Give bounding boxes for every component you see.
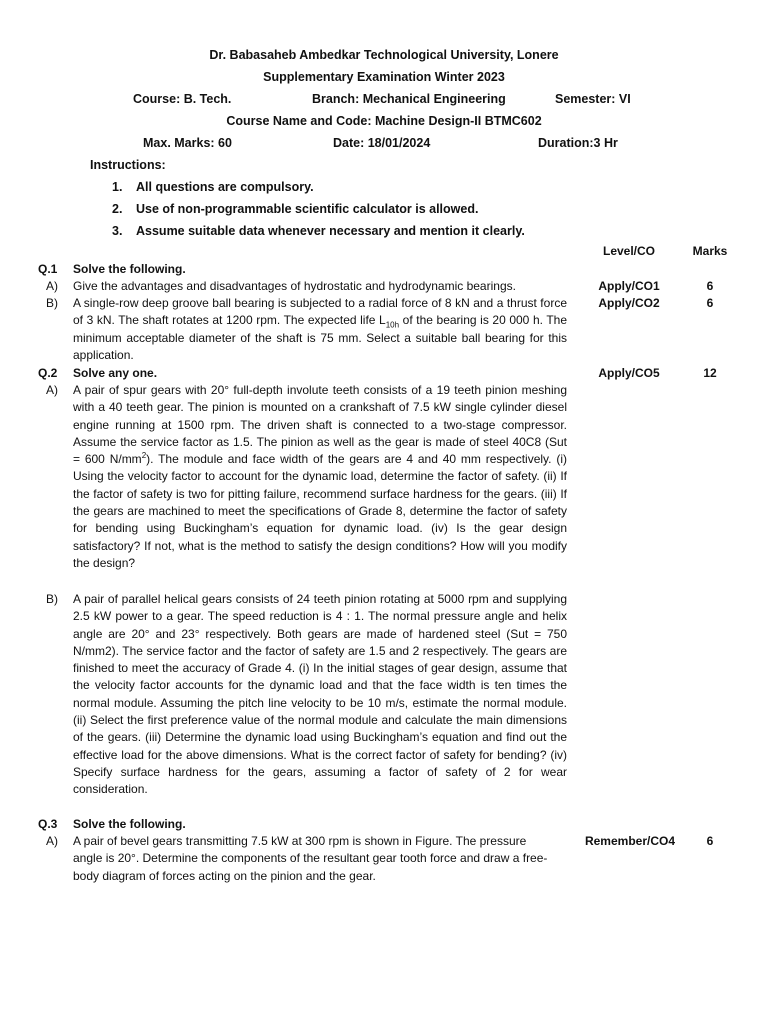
marks-value: 6 <box>706 279 714 293</box>
subquestion-label: A) <box>46 279 58 293</box>
question-number: Q.3 <box>38 817 58 831</box>
instruction-number: 3. <box>112 224 123 238</box>
subquestion-label: B) <box>46 296 58 310</box>
subquestion-label: A) <box>46 834 58 848</box>
question-number: Q.1 <box>38 262 58 276</box>
instruction-number: 2. <box>112 202 123 216</box>
exam-title: Supplementary Examination Winter 2023 <box>263 70 505 84</box>
subquestion-text: A single-row deep groove ball bearing is subjected to a radial force of 8 kN and a thrust force of 3 kN. The shaft rotates at 1200 rpm. The expected life $L_{10h}$ of the bearing is 20 000 h. The minimum acceptable diameter of the shaft is 75 mm. Select a suitable ball bearing for this application. <box>73 296 567 362</box>
marks-value: 6 <box>706 834 714 848</box>
university-name: Dr. Babasaheb Ambedkar Technological University, Lonere <box>209 48 559 62</box>
exam-date: Date: 18/01/2024 <box>333 136 431 150</box>
level-co: Apply/CO1 <box>598 279 660 293</box>
semester-label: Semester: VI <box>555 92 631 106</box>
level-co: Apply/CO2 <box>598 296 660 310</box>
subquestion-label: B) <box>46 592 58 606</box>
exam-duration: Duration:3 Hr <box>538 136 618 150</box>
marks-value: 12 <box>703 366 717 380</box>
instructions-title: Instructions: <box>90 158 166 172</box>
question-title: Solve the following. <box>73 262 186 276</box>
instruction-number: 1. <box>112 180 123 194</box>
level-co: Apply/CO5 <box>598 366 660 380</box>
instruction-text: All questions are compulsory. <box>136 180 314 194</box>
subquestion-text: A pair of bevel gears transmitting 7.5 kW at 300 rpm is shown in Figure. The pressure angle is 20°. Determine the components of the resultant gear tooth force and draw a free-body diagram of forces acting on the pinion and the gear. <box>73 834 548 883</box>
level-co: Remember/CO4 <box>584 834 676 848</box>
instruction-item <box>112 202 478 216</box>
subquestion-text: A pair of parallel helical gears consists of 24 teeth pinion rotating at 5000 rpm and supplying 2.5 kW power to a gear. The speed reduction is 4 : 1. The normal pressure angle and helix angle are 20° and 23° respectively. Both gears are made of hardened steel (Sut = 750 N/mm2). The service factor and the factor of safety are 1.5 and 2 respectively. The gears are finished to meet the accuracy of Grade 4. (i) In the initial stages of gear design, assume that the velocity factor accounts for the dynamic load and that the face width is ten times the normal module. Assuming the pitch line velocity to be 10 m/s, estimate the normal module. (ii) Select the first preference value of the normal module and calculate the main dimensions of the gears. (iii) Determine the dynamic load using Buckingham’s equation and find out the effective load for the above dimensions. What is the correct factor of safety for bending? (iv) Specify surface hardness for the gears, assuming a factor of safety of 2 for wear consideration. <box>73 592 567 797</box>
subquestion-text: Give the advantages and disadvantages of hydrostatic and hydrodynamic bearings. <box>73 279 516 293</box>
level-co-header: Level/CO <box>602 244 656 258</box>
question-title: Solve the following. <box>73 817 186 831</box>
subquestion-text: A pair of spur gears with 20° full-depth involute teeth consists of a 19 teeth pinion meshing with a 40 teeth gear. The pinion is mounted on a crankshaft of 7.5 kW single cylinder diesel engine running at 1500 rpm. The driven shaft is connected to a two-stage compressor. Assume the service factor as 1.5. The pinion as well as the gear is made of steel 40C8 (Sut = 600 $N/mm^2$). The module and face width of the gears are 4 and 40 mm respectively. (i) Using the velocity factor to account for the dynamic load, determine the factor of safety. (ii) If the factor of safety is two for pitting failure, recommend surface hardness for the gears. (iii) If the gears are machined to meet the specifications of Grade 8, determine the factor of safety for bending using Buckingham’s equation for dynamic load. (iv) Is the gear design satisfactory? If not, what is the method to satisfy the design conditions? How will you modify the design? <box>73 383 567 570</box>
question-title: Solve any one. <box>73 366 158 380</box>
instruction-item <box>112 224 525 238</box>
marks-header: Marks <box>692 244 728 258</box>
course-name-code: Course Name and Code: Machine Design-II BTMC602 <box>226 114 542 128</box>
instruction-text: Assume suitable data whenever necessary and mention it clearly. <box>136 224 525 238</box>
course-label: Course: B. Tech. <box>133 92 232 106</box>
instruction-item <box>112 180 314 194</box>
question-number: Q.2 <box>38 366 58 380</box>
max-marks: Max. Marks: 60 <box>143 136 232 150</box>
instruction-text: Use of non-programmable scientific calculator is allowed. <box>136 202 479 216</box>
subquestion-label: A) <box>46 383 58 397</box>
marks-value: 6 <box>706 296 714 310</box>
branch-label: Branch: Mechanical Engineering <box>312 92 506 106</box>
